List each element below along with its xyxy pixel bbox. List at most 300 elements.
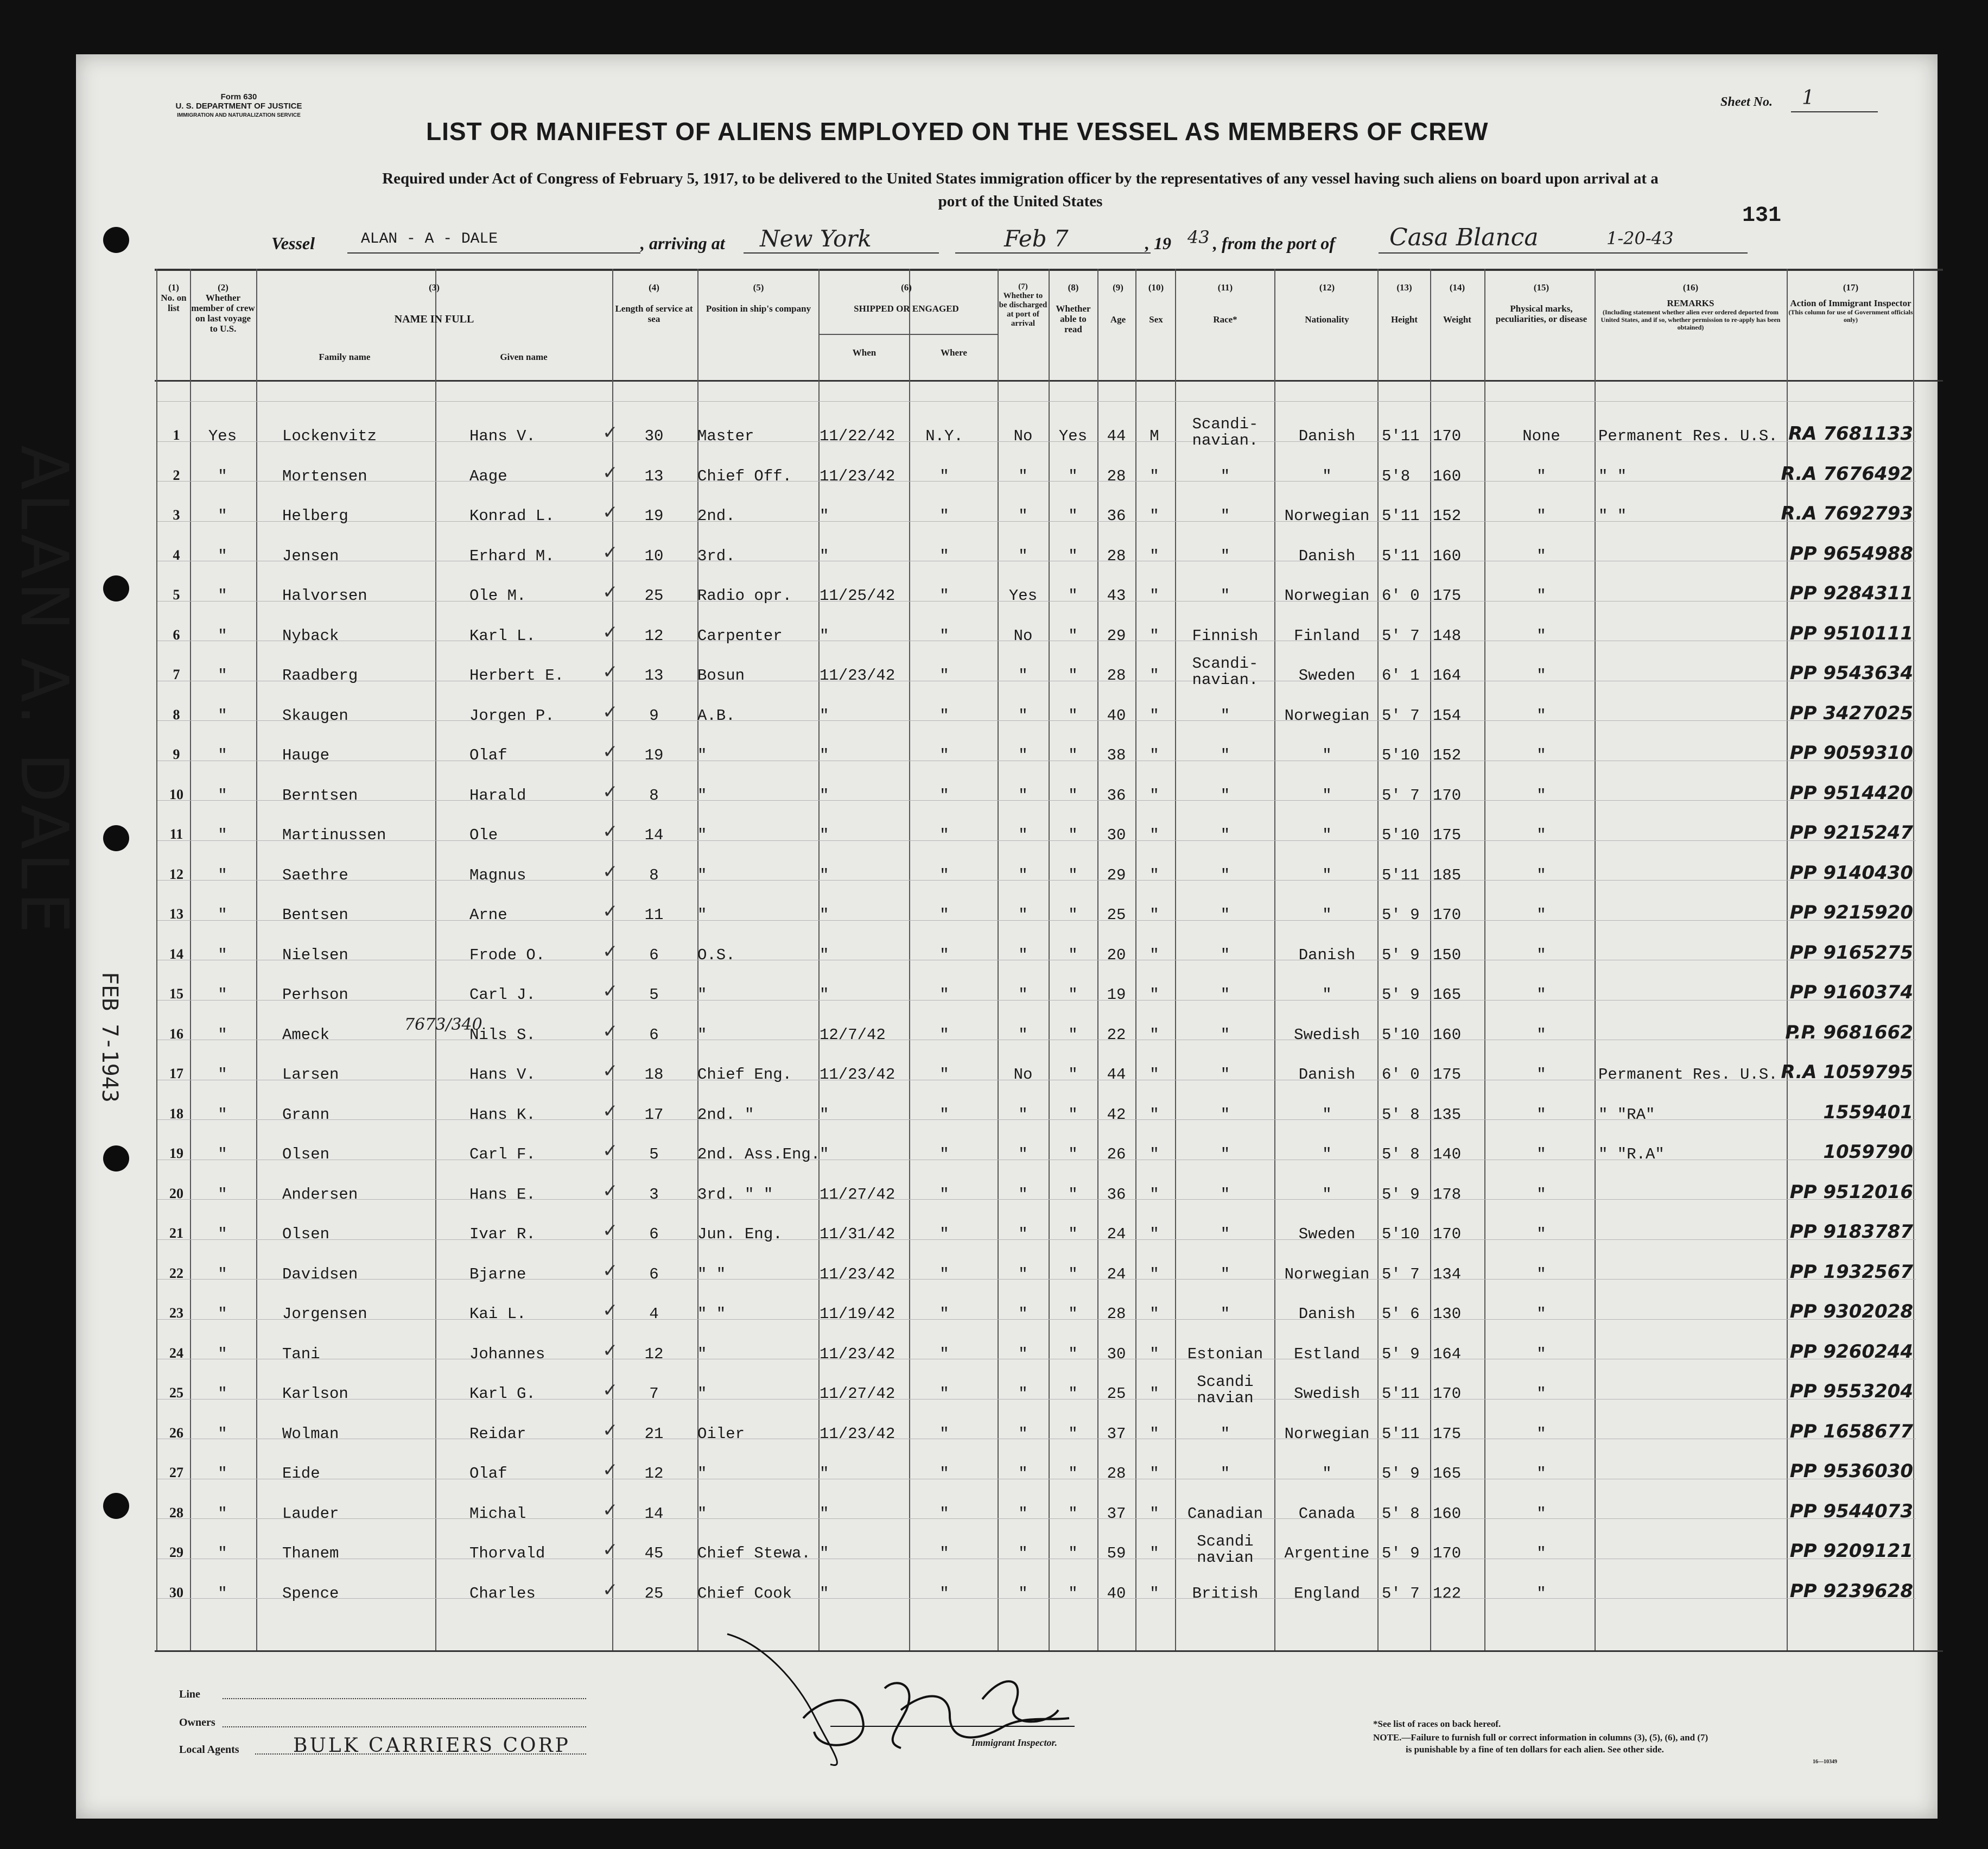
cell-given: Hans V. — [469, 1066, 536, 1084]
cell-weight: 170 — [1433, 786, 1462, 805]
cell-sex: M — [1149, 427, 1159, 445]
cell-marks: " — [1536, 1265, 1546, 1283]
cell-discharge: " — [1018, 946, 1028, 964]
from-label: , from the port of — [1213, 233, 1335, 253]
row-number: 4 — [173, 547, 180, 563]
cell-sex: " — [1149, 986, 1159, 1004]
cell-service: 6 — [649, 1225, 659, 1243]
cell-age: 28 — [1107, 547, 1126, 565]
cell-age: 42 — [1107, 1105, 1126, 1124]
cell-age: 29 — [1107, 866, 1126, 884]
cell-marks: " — [1536, 1305, 1546, 1323]
page-stamp: 131 — [1742, 204, 1782, 228]
cell-family: Spence — [282, 1584, 339, 1603]
cell-when: " — [820, 1504, 829, 1523]
cell-action: P.P. 9681662 — [1785, 1021, 1913, 1043]
cell-race: Scandi- navian. — [1192, 415, 1259, 449]
cell-race: " — [1220, 746, 1230, 764]
cell-service: 21 — [644, 1424, 664, 1443]
cell-action: PP 9553204 — [1789, 1381, 1913, 1402]
cell-age: 25 — [1107, 906, 1126, 924]
cell-race: Scandi- navian. — [1192, 655, 1259, 689]
cell-action: PP 9284311 — [1789, 582, 1913, 604]
cell-position: " " — [697, 1265, 726, 1283]
cell-when: " — [820, 866, 829, 884]
cell-family: Andersen — [282, 1185, 358, 1204]
family-name-header: Family name — [319, 352, 371, 362]
cell-family: Olsen — [282, 1225, 330, 1243]
cell-discharge: " — [1018, 786, 1028, 805]
cell-position: " — [697, 746, 707, 764]
arriving-underline — [744, 252, 939, 254]
cell-weight: 160 — [1433, 1025, 1462, 1044]
cell-action: RA 7681133 — [1788, 423, 1913, 445]
cell-nationality: Swedish — [1294, 1385, 1360, 1403]
cell-weight: 175 — [1433, 826, 1462, 844]
row-number: 5 — [173, 587, 180, 603]
service-check-icon: ✓ — [602, 741, 618, 763]
cell-given: Herbert E. — [469, 667, 564, 685]
cell-nationality: Danish — [1298, 427, 1356, 445]
cell-service: 14 — [644, 826, 664, 844]
cell-service: 8 — [649, 866, 659, 884]
cell-read: " — [1068, 547, 1078, 565]
cell-prev: " — [218, 1066, 227, 1084]
col15-header: (15) Physical marks, peculiarities, or disease — [1495, 282, 1587, 324]
cell-discharge: No — [1013, 626, 1033, 645]
cell-prev: " — [218, 547, 227, 565]
cell-service: 4 — [649, 1305, 659, 1323]
cell-when: 11/25/42 — [820, 587, 895, 605]
cell-family: Bentsen — [282, 906, 348, 924]
cell-position: Carpenter — [697, 626, 783, 645]
cell-when: " — [820, 1544, 829, 1562]
row-number: 27 — [169, 1465, 183, 1480]
cell-where: " — [939, 1465, 949, 1483]
cell-when: " — [820, 786, 829, 805]
cell-when: 11/23/42 — [820, 1265, 895, 1283]
cell-height: 5' 9 — [1382, 1345, 1420, 1363]
cell-marks: " — [1536, 1465, 1546, 1483]
cell-given: Hans V. — [469, 427, 536, 445]
cell-prev: " — [218, 826, 227, 844]
punch-hole — [103, 1145, 129, 1172]
cell-marks: " — [1536, 906, 1546, 924]
cell-age: 28 — [1107, 467, 1126, 485]
cell-age: 29 — [1107, 626, 1126, 645]
cell-height: 5'11 — [1382, 427, 1420, 445]
cell-sex: " — [1149, 1385, 1159, 1403]
cell-where: " — [939, 706, 949, 725]
col3-header: (3) NAME IN FULL — [394, 282, 474, 325]
cell-race: " — [1220, 1145, 1230, 1163]
cell-sex: " — [1149, 626, 1159, 645]
service-check-icon: ✓ — [602, 980, 618, 1002]
cell-read: " — [1068, 1504, 1078, 1523]
cell-prev: " — [218, 667, 227, 685]
cell-service: 17 — [644, 1105, 664, 1124]
service-check-icon: ✓ — [602, 1579, 618, 1601]
cell-sex: " — [1149, 1066, 1159, 1084]
cell-read: " — [1068, 587, 1078, 605]
cell-height: 5' 9 — [1382, 1544, 1420, 1562]
cell-age: 59 — [1107, 1544, 1126, 1562]
cell-read: " — [1068, 986, 1078, 1004]
cell-height: 6' 0 — [1382, 587, 1420, 605]
cell-remarks: " "RA" — [1598, 1105, 1655, 1124]
cell-marks: " — [1536, 786, 1546, 805]
cell-where: " — [939, 1066, 949, 1084]
cell-position: Oiler — [697, 1424, 745, 1443]
cell-service: 19 — [644, 507, 664, 525]
cell-age: 37 — [1107, 1504, 1126, 1523]
cell-service: 30 — [644, 427, 664, 445]
cell-action: PP 9215247 — [1789, 822, 1913, 844]
cell-family: Helberg — [282, 507, 348, 525]
cell-nationality: Norwegian — [1284, 507, 1370, 525]
cell-discharge: " — [1018, 986, 1028, 1004]
cell-weight: 185 — [1433, 866, 1462, 884]
cell-read: " — [1068, 946, 1078, 964]
cell-when: 11/23/42 — [820, 1345, 895, 1363]
cell-given: Michal — [469, 1504, 526, 1523]
owners-label: Owners — [179, 1717, 215, 1728]
cell-where: " — [939, 1584, 949, 1603]
agents-label: Local Agents — [179, 1744, 239, 1756]
cell-nationality: " — [1322, 1185, 1332, 1204]
cell-prev: " — [218, 1385, 227, 1403]
cell-read: " — [1068, 866, 1078, 884]
cell-when: 11/31/42 — [820, 1225, 895, 1243]
cell-when: 11/23/42 — [820, 1066, 895, 1084]
cell-action: PP 9239628 — [1789, 1580, 1913, 1602]
row-number: 24 — [169, 1345, 183, 1361]
cell-weight: 152 — [1433, 507, 1462, 525]
cell-position: A.B. — [697, 706, 735, 725]
cell-race: " — [1220, 1025, 1230, 1044]
service-check-icon: ✓ — [602, 1499, 618, 1521]
cell-action: PP 9215920 — [1789, 902, 1913, 923]
cell-family: Larsen — [282, 1066, 339, 1084]
cell-sex: " — [1149, 1305, 1159, 1323]
cell-sex: " — [1149, 507, 1159, 525]
cell-action: 1559401 — [1823, 1101, 1913, 1123]
cell-height: 5' 7 — [1382, 786, 1420, 805]
cell-race: " — [1220, 1105, 1230, 1124]
cell-height: 5'8 — [1382, 467, 1411, 485]
local-agents-value: BULK CARRIERS CORP — [293, 1734, 570, 1757]
cell-prev: " — [218, 1145, 227, 1163]
cell-action: PP 9543634 — [1789, 662, 1913, 684]
cell-where: " — [939, 467, 949, 485]
cell-when: 11/19/42 — [820, 1305, 895, 1323]
cell-weight: 160 — [1433, 467, 1462, 485]
vessel-name: ALAN - A - DALE — [361, 231, 498, 248]
cell-age: 37 — [1107, 1424, 1126, 1443]
arrival-year: 43 — [1187, 227, 1210, 248]
cell-age: 24 — [1107, 1225, 1126, 1243]
cell-weight: 178 — [1433, 1185, 1462, 1204]
cell-age: 30 — [1107, 826, 1126, 844]
cell-race: Scandi navian — [1197, 1373, 1254, 1407]
cell-family: Perhson — [282, 986, 348, 1004]
cell-action: R.A 7692793 — [1781, 503, 1913, 524]
cell-weight: 140 — [1433, 1145, 1462, 1163]
cell-prev: " — [218, 1504, 227, 1523]
cell-nationality: " — [1322, 906, 1332, 924]
cell-height: 5'10 — [1382, 746, 1420, 764]
service-name: IMMIGRATION AND NATURALIZATION SERVICE — [177, 112, 301, 118]
cell-nationality: " — [1322, 746, 1332, 764]
cell-race: " — [1220, 786, 1230, 805]
cell-age: 28 — [1107, 1465, 1126, 1483]
cell-sex: " — [1149, 906, 1159, 924]
cell-marks: " — [1536, 746, 1546, 764]
cell-when: " — [820, 1584, 829, 1603]
row-number: 26 — [169, 1424, 183, 1441]
row-number: 23 — [169, 1305, 183, 1321]
cell-height: 5' 7 — [1382, 706, 1420, 725]
row-number: 2 — [173, 467, 180, 483]
cell-discharge: " — [1018, 1105, 1028, 1124]
cell-race: " — [1220, 1465, 1230, 1483]
cell-action: 1059790 — [1823, 1141, 1913, 1163]
cell-prev: " — [218, 906, 227, 924]
cell-prev: " — [218, 1225, 227, 1243]
cell-marks: " — [1536, 706, 1546, 725]
cell-nationality: Danish — [1298, 1066, 1356, 1084]
cell-nationality: " — [1322, 986, 1332, 1004]
cell-action: PP 3427025 — [1789, 702, 1913, 724]
cell-nationality: Norwegian — [1284, 706, 1370, 725]
vessel-underline — [347, 252, 640, 254]
cell-read: " — [1068, 1345, 1078, 1363]
cell-read: " — [1068, 706, 1078, 725]
cell-discharge: " — [1018, 866, 1028, 884]
cell-weight: 135 — [1433, 1105, 1462, 1124]
cell-family: Eide — [282, 1465, 320, 1483]
cell-discharge: " — [1018, 826, 1028, 844]
cell-height: 5'11 — [1382, 507, 1420, 525]
cell-nationality: " — [1322, 786, 1332, 805]
service-check-icon: ✓ — [602, 502, 618, 523]
cell-sex: " — [1149, 547, 1159, 565]
cell-when: " — [820, 946, 829, 964]
cell-discharge: " — [1018, 1504, 1028, 1523]
cell-nationality: England — [1294, 1584, 1360, 1603]
cell-weight: 175 — [1433, 1424, 1462, 1443]
cell-when: " — [820, 1145, 829, 1163]
cell-family: Saethre — [282, 866, 348, 884]
subheader-divider — [818, 334, 998, 335]
cell-action: PP 9209121 — [1789, 1540, 1913, 1562]
line-underline — [223, 1698, 586, 1699]
cell-given: Jorgen P. — [469, 706, 555, 725]
row-number: 25 — [169, 1385, 183, 1401]
col4-header: (4) Length of service at sea — [615, 282, 693, 324]
cell-marks: " — [1536, 667, 1546, 685]
vessel-label: Vessel — [271, 233, 315, 253]
cell-sex: " — [1149, 746, 1159, 764]
cell-prev: " — [218, 866, 227, 884]
col13-header: (13) Height — [1390, 282, 1418, 325]
cell-weight: 164 — [1433, 667, 1462, 685]
cell-age: 38 — [1107, 746, 1126, 764]
cell-action: PP 9302028 — [1789, 1301, 1913, 1322]
cell-position: " — [697, 1385, 707, 1403]
cell-where: " — [939, 906, 949, 924]
cell-given: Bjarne — [469, 1265, 526, 1283]
form-number: Form 630 — [220, 92, 257, 102]
service-check-icon: ✓ — [602, 1539, 618, 1561]
cell-remarks: " " — [1598, 467, 1627, 485]
cell-age: 19 — [1107, 986, 1126, 1004]
cell-position: " — [697, 1025, 707, 1044]
cell-race: " — [1220, 1424, 1230, 1443]
cell-when: " — [820, 626, 829, 645]
cell-age: 40 — [1107, 706, 1126, 725]
cell-race: British — [1192, 1584, 1259, 1603]
cell-height: 5' 9 — [1382, 1465, 1420, 1483]
when-header: When — [852, 347, 877, 358]
service-check-icon: ✓ — [602, 860, 618, 883]
owners-underline — [223, 1726, 586, 1727]
cell-given: Aage — [469, 467, 507, 485]
cell-family: Grann — [282, 1105, 330, 1124]
cell-when: 11/27/42 — [820, 1385, 895, 1403]
cell-service: 8 — [649, 786, 659, 805]
cell-height: 5'10 — [1382, 826, 1420, 844]
cell-read: " — [1068, 1185, 1078, 1204]
row-number: 15 — [169, 986, 183, 1002]
service-check-icon: ✓ — [602, 1419, 618, 1441]
cell-prev: " — [218, 1025, 227, 1044]
row-number: 19 — [169, 1145, 183, 1161]
cell-read: " — [1068, 1145, 1078, 1163]
cell-discharge: No — [1013, 427, 1033, 445]
cell-discharge: " — [1018, 1345, 1028, 1363]
margin-vessel-name: ALAN A. DALE — [6, 445, 81, 937]
cell-given: Olaf — [469, 746, 507, 764]
line-label: Line — [179, 1688, 200, 1700]
cell-race: " — [1220, 587, 1230, 605]
cell-prev: " — [218, 1305, 227, 1323]
cell-weight: 152 — [1433, 746, 1462, 764]
cell-service: 5 — [649, 1145, 659, 1163]
cell-action: PP 9512016 — [1789, 1181, 1913, 1203]
cell-height: 5' 9 — [1382, 986, 1420, 1004]
cell-nationality: " — [1322, 467, 1332, 485]
cell-where: " — [939, 626, 949, 645]
cell-weight: 165 — [1433, 1465, 1462, 1483]
page-title: LIST OR MANIFEST OF ALIENS EMPLOYED ON THE VESSEL AS MEMBERS OF CREW — [426, 117, 1489, 145]
cell-service: 18 — [644, 1066, 664, 1084]
row-number: 9 — [173, 746, 180, 762]
cell-prev: " — [218, 1345, 227, 1363]
arriving-label: , arriving at — [640, 233, 725, 253]
cell-when: 11/27/42 — [820, 1185, 895, 1204]
cell-action: PP 9140430 — [1789, 862, 1913, 884]
cell-prev: " — [218, 786, 227, 805]
col5-header: (5) Position in ship's company — [706, 282, 811, 314]
cell-discharge: " — [1018, 1385, 1028, 1403]
cell-when: 12/7/42 — [820, 1025, 886, 1044]
cell-prev: " — [218, 1465, 227, 1483]
cell-family: Karlson — [282, 1385, 348, 1403]
cell-discharge: " — [1018, 1185, 1028, 1204]
cell-where: " — [939, 1225, 949, 1243]
row-number: 14 — [169, 946, 183, 962]
cell-discharge: " — [1018, 746, 1028, 764]
col9-header: (9) Age — [1110, 282, 1126, 325]
cell-nationality: Danish — [1298, 1305, 1356, 1323]
cell-action: PP 1932567 — [1789, 1261, 1913, 1283]
row-number: 8 — [173, 706, 180, 723]
cell-marks: " — [1536, 467, 1546, 485]
cell-height: 5' 6 — [1382, 1305, 1420, 1323]
col16-header: (16) REMARKS (Including statement whether alien ever ordered deported from United States, and if so, whether permission to re-apply has been obtained) — [1600, 282, 1781, 331]
cell-service: 25 — [644, 587, 664, 605]
cell-prev: " — [218, 1544, 227, 1562]
cell-nationality: Danish — [1298, 946, 1356, 964]
cell-sex: " — [1149, 1025, 1159, 1044]
cell-position: " — [697, 906, 707, 924]
service-check-icon: ✓ — [602, 1140, 618, 1162]
col14-header: (14) Weight — [1443, 282, 1471, 325]
cell-marks: " — [1536, 1544, 1546, 1562]
cell-given: Karl L. — [469, 626, 536, 645]
cell-service: 6 — [649, 1025, 659, 1044]
cell-family: Wolman — [282, 1424, 339, 1443]
subtitle-line-2: port of the United States — [938, 193, 1103, 210]
cell-nationality: Sweden — [1298, 1225, 1356, 1243]
cell-marks: " — [1536, 626, 1546, 645]
cell-where: " — [939, 786, 949, 805]
cell-prev: " — [218, 706, 227, 725]
cell-sex: " — [1149, 1584, 1159, 1603]
cell-race: " — [1220, 986, 1230, 1004]
cell-given: Johannes — [469, 1345, 545, 1363]
punch-hole — [103, 1493, 129, 1519]
cell-position: " — [697, 866, 707, 884]
cell-remarks: Permanent Res. U.S. — [1598, 1066, 1778, 1084]
cell-prev: " — [218, 587, 227, 605]
cell-given: Konrad L. — [469, 507, 555, 525]
cell-given: Harald — [469, 786, 526, 805]
cell-nationality: " — [1322, 1105, 1332, 1124]
cell-service: 3 — [649, 1185, 659, 1204]
cell-height: 6' 0 — [1382, 1066, 1420, 1084]
cell-position: " — [697, 986, 707, 1004]
cell-age: 36 — [1107, 507, 1126, 525]
cell-discharge: " — [1018, 467, 1028, 485]
cell-sex: " — [1149, 587, 1159, 605]
cell-weight: 160 — [1433, 1504, 1462, 1523]
cell-height: 5'10 — [1382, 1025, 1420, 1044]
cell-age: 36 — [1107, 786, 1126, 805]
arrival-date: Feb 7 — [1004, 225, 1069, 252]
cell-sex: " — [1149, 1185, 1159, 1204]
cell-read: " — [1068, 626, 1078, 645]
col6-header: (6) SHIPPED OR ENGAGED — [854, 282, 959, 314]
cell-discharge: " — [1018, 906, 1028, 924]
cell-race: " — [1220, 547, 1230, 565]
cell-discharge: " — [1018, 706, 1028, 725]
cell-discharge: " — [1018, 667, 1028, 685]
service-check-icon: ✓ — [602, 581, 618, 603]
cell-when: 11/23/42 — [820, 667, 895, 685]
races-note: *See list of races on back hereof. — [1373, 1719, 1501, 1729]
